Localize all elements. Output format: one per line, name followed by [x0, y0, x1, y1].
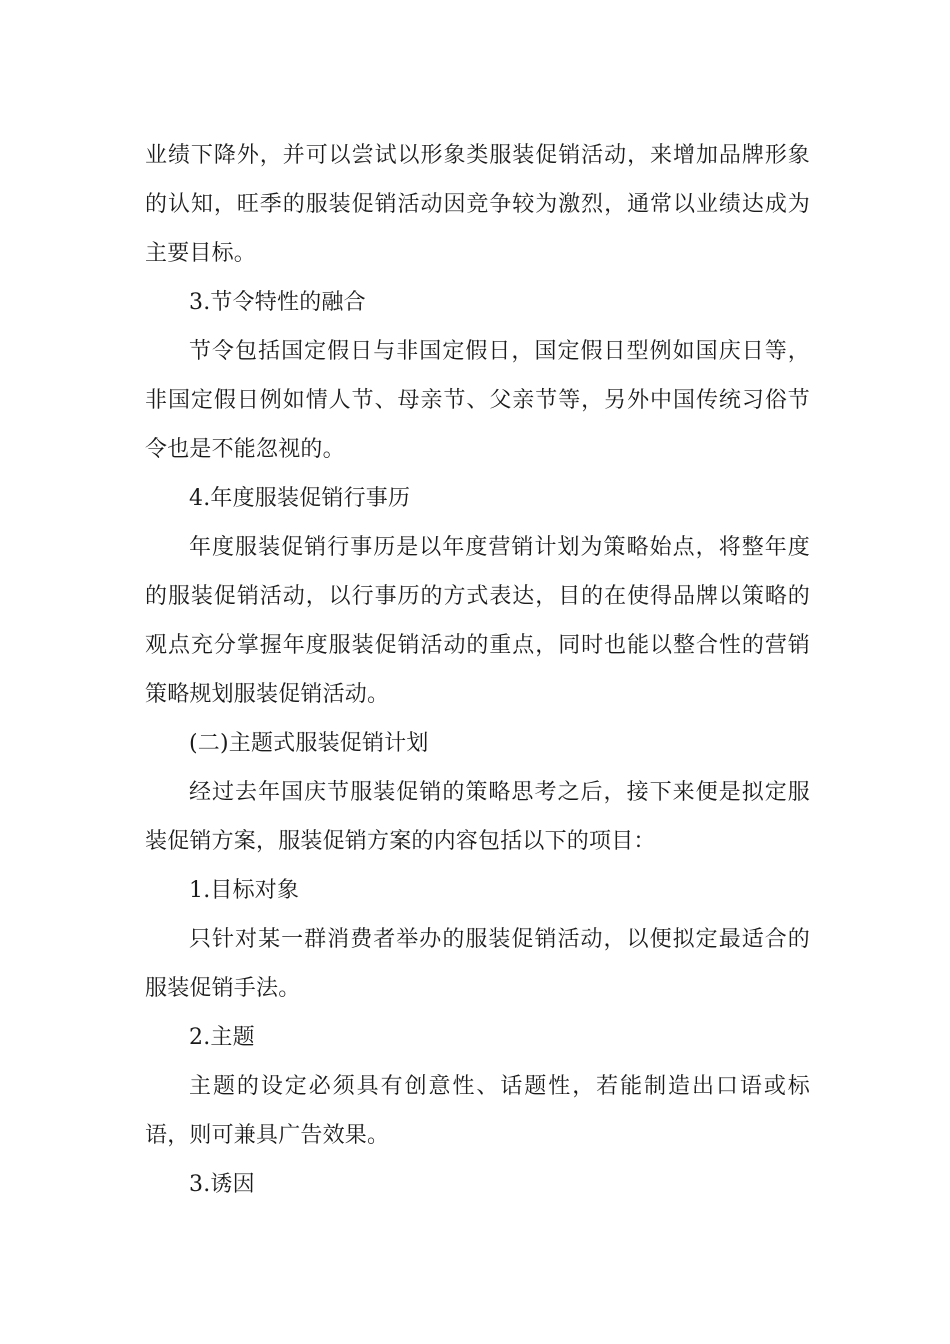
heading-incentive: 3.诱因 — [189, 1172, 255, 1197]
document-body — [145, 131, 810, 1209]
paragraph-holidays: 节令包括国定假日与非国定假日，国定假日型例如国庆日等，非国定假日例如情人节、母亲节、父亲节等，另外中国传统习俗节令也是不能忽视的。 — [145, 339, 810, 462]
heading-theme: 2.主题 — [189, 1025, 255, 1050]
heading-annual-calendar: 4.年度服装促销行事历 — [189, 486, 411, 511]
paragraph-target-audience: 只针对某一群消费者举办的服装促销活动，以便拟定最适合的服装促销手法。 — [145, 927, 810, 1001]
heading-themed-plan: (二)主题式服装促销计划 — [189, 731, 429, 756]
paragraph-theme: 主题的设定必须具有创意性、话题性，若能制造出口语或标语，则可兼具广告效果。 — [145, 1074, 810, 1148]
paragraph-themed-plan: 经过去年国庆节服装促销的策略思考之后，接下来便是拟定服装促销方案，服装促销方案的内容包括以下的项目： — [145, 780, 810, 854]
heading-holiday-fusion: 3.节令特性的融合 — [189, 290, 366, 315]
paragraph-sales-decline: 业绩下降外，并可以尝试以形象类服装促销活动，来增加品牌形象的认知，旺季的服装促销活动因竞争较为激烈，通常以业绩达成为主要目标。 — [145, 143, 810, 266]
paragraph-annual-calendar: 年度服装促销行事历是以年度营销计划为策略始点，将整年度的服装促销活动，以行事历的方式表达，目的在使得品牌以策略的观点充分掌握年度服装促销活动的重点，同时也能以整合性的营销策略规划服装促销活动。 — [145, 535, 810, 707]
heading-target-audience: 1.目标对象 — [189, 878, 300, 903]
